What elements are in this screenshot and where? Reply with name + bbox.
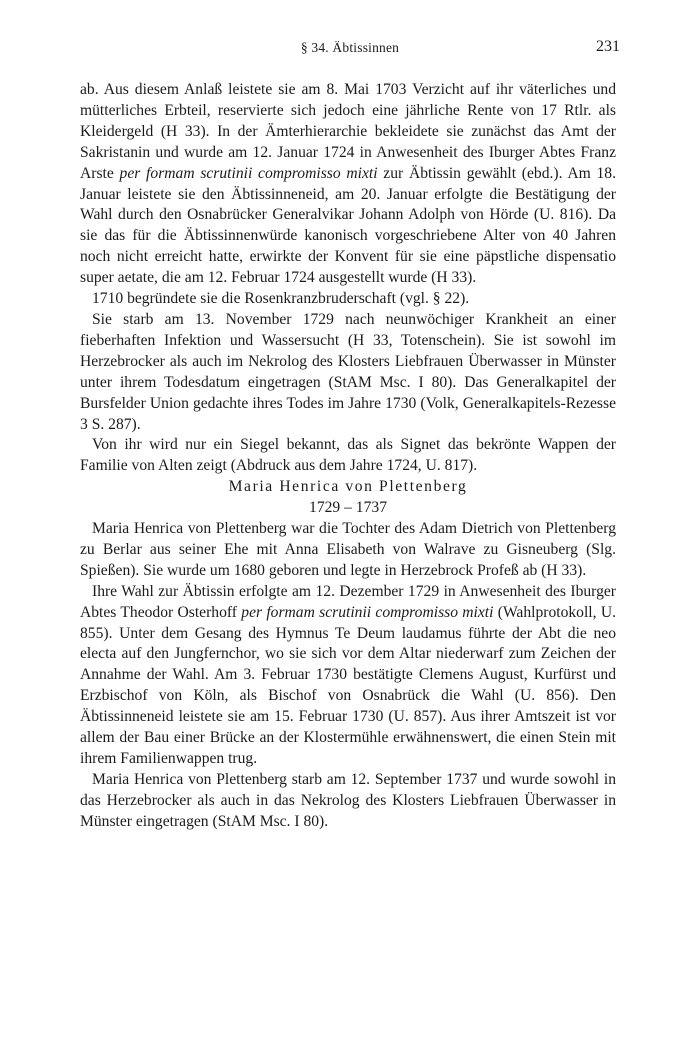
- section-heading: Maria Henrica von Plettenberg: [228, 478, 468, 496]
- paragraph-continuation: [80, 80, 616, 289]
- paragraph: Maria Henrica von Plettenberg war die Tochter des Adam Dietrich von Plettenberg zu Berlar aus seiner Ehe mit Anna Elisabeth von Walrave zu Gisneuberg (Slg. Spießen). Sie wurde um 1680 geboren und legte in Herzebrock Profeß ab (H 33).: [80, 520, 616, 579]
- running-head: § 34. Äbtissinnen: [300, 40, 400, 55]
- page-header: [80, 38, 620, 62]
- latin-phrase: per formam scrutinii compromisso mixti: [119, 164, 378, 182]
- paragraph-text: ab. Aus diesem Anlaß leistete sie am 8. Mai 1703 Verzicht auf ihr väterliches und mütterliches Erbteil, reservierte sich jedoch eine jährliche Rente von 17 Rtlr. als Kleidergeld (H 33). In der Ämterhierarchie bekleidete sie zunächst das Amt der Sakristanin und wurde am 12. Januar 1724 in Anwesenheit des Iburger Abtes Franz Arste: [80, 81, 616, 182]
- paragraph: Sie starb am 13. November 1729 nach neunwöchiger Krankheit an einer fieberhaften Infektion und Wassersucht (H 33, Totenschein). Sie ist sowohl im Herzebrocker als auch im Nekrolog des Klosters Liebfrauen Überwasser in Münster unter ihrem Todesdatum eingetragen (StAM Msc. I 80). Das Generalkapitel der Bursfelder Union gedachte ihres Todes im Jahre 1730 (Volk, Generalkapitels-Rezesse 3 S. 287).: [80, 310, 616, 433]
- paragraph: [80, 582, 616, 770]
- body-text: [80, 80, 616, 833]
- paragraph-text: zur Äbtissin gewählt (ebd.). Am 18. Januar leistete sie den Äbtissinneneid, am 20. Januar erfolgte die Bestätigung der Wahl durch den Osnabrücker Generalvikar Johann Adolph von Hörde (U. 816). Da sie das für die Äbtissinnenwürde kanonisch vorgeschriebene Alter von 40 Jahren noch nicht erreicht hatte, erwirkte der Konvent für sie eine päpstliche dispensatio super aetate, die am 12. Februar 1724 ausgestellt wurde (H 33).: [80, 164, 616, 287]
- paragraph-text: Ihre Wahl zur Äbtissin erfolgte am 12. Dezember 1729 in Anwesenheit des Iburger Abtes Theodor Osterhoff: [80, 582, 616, 621]
- latin-phrase: per formam scrutinii compromisso mixti: [241, 603, 494, 621]
- paragraph: 1710 begründete sie die Rosenkranzbruderschaft (vgl. § 22).: [92, 290, 470, 308]
- paragraph: Maria Henrica von Plettenberg starb am 12. September 1737 und wurde sowohl in das Herzebrocker als auch in das Nekrolog des Klosters Liebfrauen Überwasser in Münster eingetragen (StAM Msc. I 80).: [80, 770, 616, 830]
- paragraph-text: (Wahlprotokoll, U. 855). Unter dem Gesang des Hymnus Te Deum laudamus führte der Abt die neo electa auf den Jungfernchor, wo sie sich vor dem Altar niederwarf zum Zeichen der Annahme der Wahl. Am 3. Februar 1730 bestätigte Clemens August, Kurfürst und Erzbischof von Köln, als Bischof von Osnabrück die Wahl (U. 856). Den Äbtissinneneid leistete sie am 15. Februar 1730 (U. 857). Aus ihrer Amtszeit ist vor allem der Bau einer Brücke an der Klostermühle erwähnenswert, die einen Stein mit ihrem Familienwappen trug.: [80, 603, 616, 767]
- paragraph: Von ihr wird nur ein Siegel bekannt, das als Signet das bekrönte Wappen der Familie von Alten zeigt (Abdruck aus dem Jahre 1724, U. 817).: [80, 436, 616, 475]
- page-number: 231: [596, 38, 620, 55]
- section-years: 1729 – 1737: [309, 499, 387, 517]
